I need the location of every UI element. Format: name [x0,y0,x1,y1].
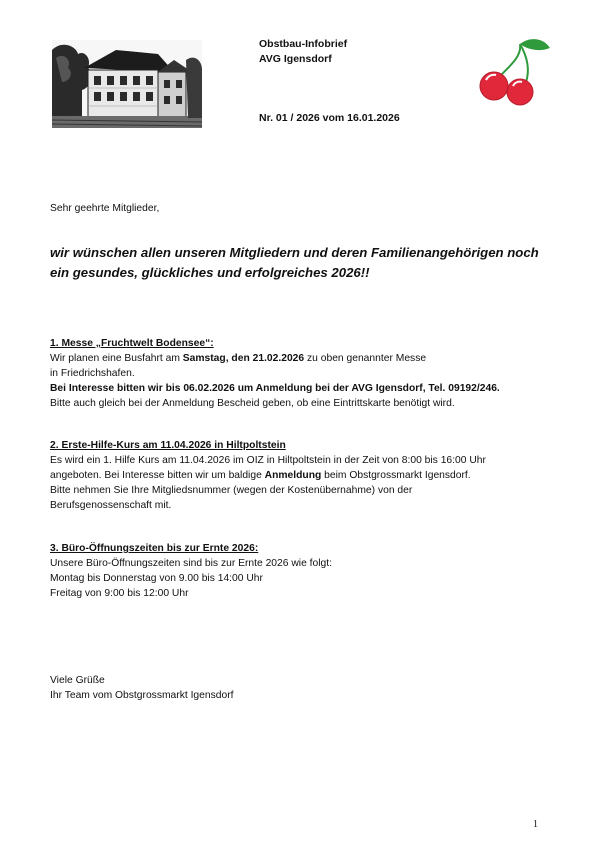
section-2-line-4: Berufsgenossenschaft mit. [50,500,172,511]
section-1-line-2: in Friedrichshafen. [50,368,135,379]
section-2-title: 2. Erste-Hilfe-Kurs am 11.04.2026 in Hiltpoltstein [50,440,286,451]
section-3-title: 3. Büro-Öffnungszeiten bis zur Ernte 2026: [50,543,259,554]
organization-name: AVG Igensdorf [259,53,332,65]
office-hours-fri: Freitag von 9:00 bis 12:00 Uhr [50,588,189,599]
salutation: Sehr geehrte Mitglieder, [50,203,160,214]
building-sketch-image [52,40,202,128]
office-hours-mon-thu: Montag bis Donnerstag von 9.00 bis 14:00 Uhr [50,573,263,584]
section-1-line-1: Wir planen eine Busfahrt am Samstag, den 21.02.2026 zu oben genannter Messe [50,353,427,364]
issue-number: Nr. 01 / 2026 vom 16.01.2026 [259,112,400,124]
newsletter-title: Obstbau-Infobrief [259,38,348,50]
page-number: 1 [533,819,538,830]
section-1-registration: Bei Interesse bitten wir bis 06.02.2026 um Anmeldung bei der AVG Igensdorf, Tel. 09192/246. [50,383,500,394]
section-2-line-2: angeboten. Bei Interesse bitten wir um baldige Anmeldung beim Obstgrossmarkt Igensdorf. [50,470,471,481]
section-2-line-1: Es wird ein 1. Hilfe Kurs am 11.04.2026 im OIZ in Hiltpoltstein in der Zeit von 8:00 bis 16:00 Uhr [50,455,486,466]
closing-signature: Ihr Team vom Obstgrossmarkt Igensdorf [50,690,234,701]
section-2-registration: Anmeldung [264,470,322,481]
section-1-title: 1. Messe „Fruchtwelt Bodensee“: [50,338,214,349]
section-1-date: Samstag, den 21.02.2026 [182,353,305,364]
greeting-line-2: ein gesundes, glückliches und erfolgreiches 2026!! [50,265,370,280]
section-2-line-3: Bitte nehmen Sie Ihre Mitgliedsnummer (wegen der Kostenübernahme) von der [50,485,413,496]
greeting-line-1: wir wünschen allen unseren Mitgliedern und deren Familienangehörigen noch [50,245,539,260]
section-1-line-4: Bitte auch gleich bei der Anmeldung Bescheid geben, ob eine Eintrittskarte benötigt wird. [50,398,455,409]
section-3-line-1: Unsere Büro-Öffnungszeiten sind bis zur Ernte 2026 wie folgt: [50,558,332,569]
cherry-logo [474,36,554,108]
closing-greeting: Viele Grüße [50,675,105,686]
